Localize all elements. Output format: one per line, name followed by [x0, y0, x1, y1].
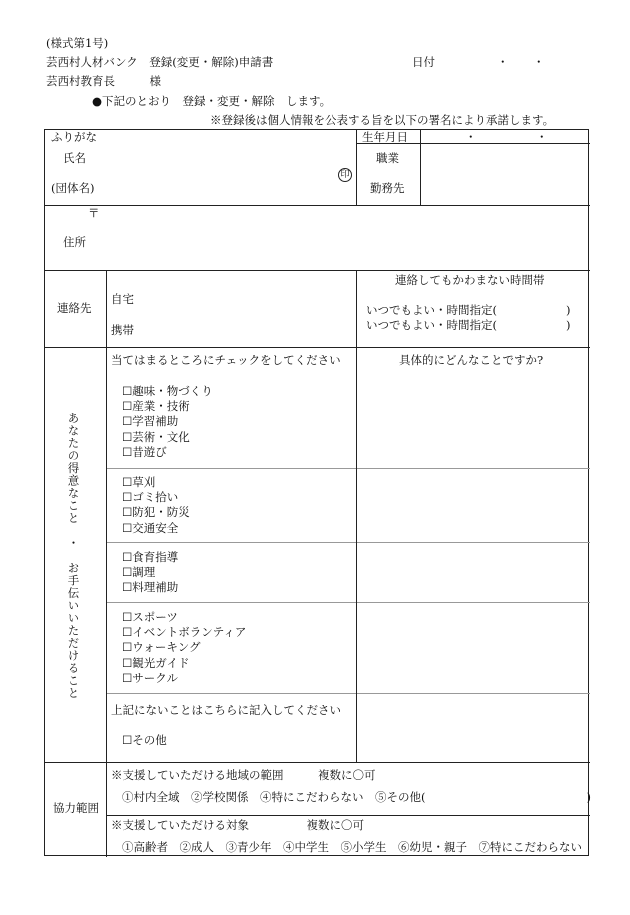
group-name-label: (団体名) — [51, 181, 95, 195]
skill-checkbox[interactable]: ☐ウォーキング — [122, 640, 201, 655]
postal-mark: 〒 — [88, 206, 100, 220]
cooperation-label: 協力範囲 — [53, 801, 99, 815]
skill-checkbox[interactable]: ☐イベントボランティア — [122, 625, 247, 640]
check-instruction: 当てはまるところにチェックをしてください — [111, 353, 341, 367]
contact-time-header: 連絡してもかわまない時間帯 — [395, 273, 545, 287]
other-instruction: 上記にないことはこちらに記入してください — [111, 703, 341, 717]
furigana-label: ふりがな — [51, 130, 97, 144]
skill-checkbox[interactable]: ☐スポーツ — [122, 610, 178, 624]
skill-group-food — [122, 550, 178, 596]
skill-checkbox[interactable]: ☐草刈 — [122, 475, 156, 489]
contact-time-option: いつでもよい・時間指定( ) — [366, 303, 571, 317]
column-divider — [106, 270, 107, 857]
seal-mark: 印 — [338, 168, 352, 182]
group-divider — [106, 468, 590, 469]
skill-group-community — [122, 475, 190, 536]
form-title: 芸西村人材バンク 登録(変更・解除)申請書 — [46, 55, 274, 69]
cooperation-divider — [106, 815, 590, 816]
target-header: ※支援していただける対象 複数に〇可 — [111, 818, 364, 832]
skill-checkbox[interactable]: ☐料理補助 — [122, 580, 179, 595]
group-divider — [106, 602, 590, 603]
skill-checkbox[interactable]: ☐芸術・文化 — [122, 429, 190, 444]
contact-label: 連絡先 — [57, 301, 92, 315]
row-divider — [45, 762, 590, 763]
birthdate-separator: ・ — [465, 130, 477, 144]
mobile-phone-label: 携帯 — [111, 323, 134, 337]
application-form — [44, 129, 589, 856]
address-label: 住所 — [63, 235, 86, 249]
skill-checkbox[interactable]: ☐産業・技術 — [122, 399, 190, 414]
name-label: 氏名 — [63, 151, 86, 165]
row-divider — [45, 205, 590, 206]
area-header: ※支援していただける地域の範囲 複数に〇可 — [111, 768, 376, 782]
skill-checkbox[interactable]: ☐観光ガイド — [122, 655, 190, 670]
consent-note: ※登録後は個人情報を公表する旨を以下の署名により承諾します。 — [210, 113, 555, 127]
column-divider — [356, 270, 357, 762]
skill-checkbox-other[interactable]: ☐その他 — [122, 733, 167, 747]
date-label: 日付 — [412, 55, 435, 69]
skills-side-label: あなたの得意なこと ・ お手伝いいただけること — [66, 412, 81, 700]
column-divider — [356, 130, 357, 205]
date-separator: ・ — [533, 55, 545, 69]
row-divider — [45, 347, 590, 348]
home-phone-label: 自宅 — [111, 292, 134, 306]
area-options[interactable]: ①村内全域 ②学校関係 ④特にこだわらない ⑤その他( ) — [122, 790, 591, 804]
addressee: 芸西村教育長 様 — [46, 74, 161, 88]
skill-checkbox[interactable]: ☐サークル — [122, 670, 178, 685]
column-divider — [420, 130, 421, 205]
skill-checkbox[interactable]: ☐昔遊び — [122, 444, 167, 459]
detail-header: 具体的にどんなことですか? — [399, 353, 544, 367]
skill-group-hobby — [122, 384, 213, 460]
skill-checkbox[interactable]: ☐交通安全 — [122, 520, 179, 535]
date-separator: ・ — [497, 55, 509, 69]
instruction-line: ●下記のとおり 登録・変更・解除 します。 — [92, 94, 332, 108]
skill-checkbox[interactable]: ☐趣味・物づくり — [122, 384, 213, 398]
group-divider — [106, 693, 590, 694]
skill-group-sports — [122, 610, 246, 686]
skill-checkbox[interactable]: ☐調理 — [122, 565, 156, 580]
birthdate-label: 生年月日 — [362, 130, 408, 144]
form-number: (様式第1号) — [46, 36, 109, 50]
skill-checkbox[interactable]: ☐ゴミ拾い — [122, 490, 179, 505]
workplace-label: 勤務先 — [370, 181, 405, 195]
group-divider — [106, 542, 590, 543]
birthdate-separator: ・ — [536, 130, 548, 144]
target-options[interactable]: ①高齢者 ②成人 ③青少年 ④中学生 ⑤小学生 ⑥幼児・親子 ⑦特にこだわらない — [122, 840, 582, 854]
skill-checkbox[interactable]: ☐食育指導 — [122, 550, 179, 564]
skill-checkbox[interactable]: ☐学習補助 — [122, 414, 179, 429]
row-divider — [45, 270, 590, 271]
skill-checkbox[interactable]: ☐防犯・防災 — [122, 505, 190, 520]
contact-time-option: いつでもよい・時間指定( ) — [366, 318, 571, 332]
occupation-label: 職業 — [376, 151, 399, 165]
